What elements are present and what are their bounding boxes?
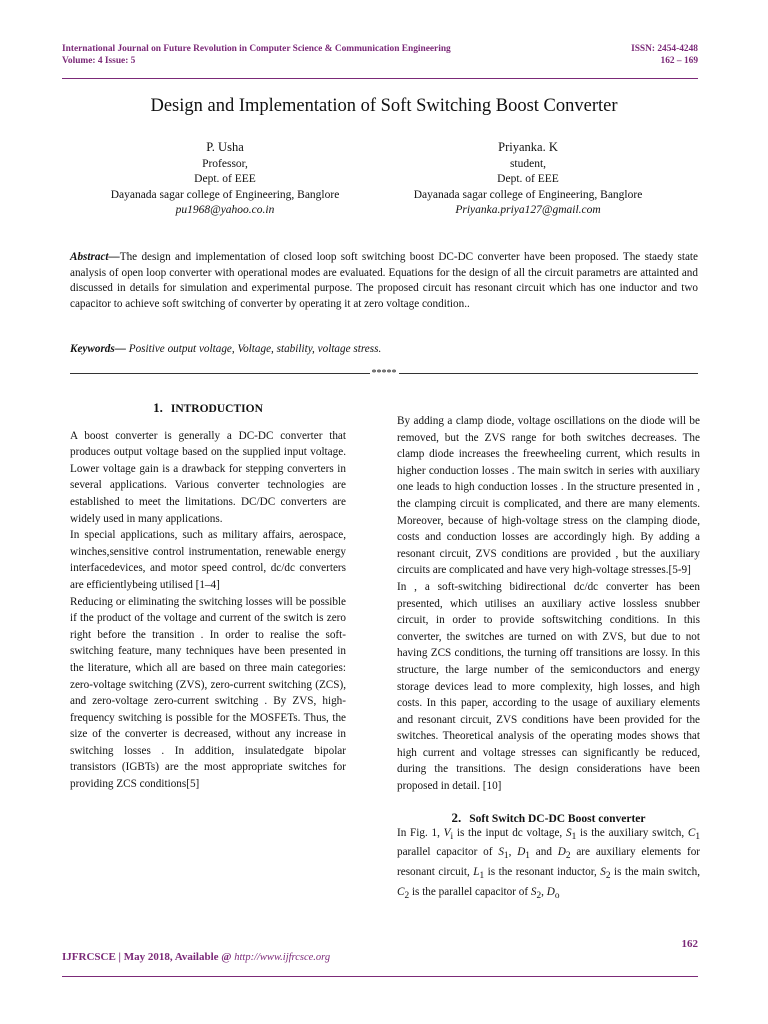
- text-run: ,: [541, 885, 547, 898]
- symbol: V: [443, 826, 451, 839]
- abstract: [70, 250, 698, 312]
- text-run: are auxiliary elements for resonant circuit,: [397, 846, 701, 878]
- subscript: 2: [404, 890, 410, 901]
- text-run: In Fig. 1,: [397, 826, 444, 839]
- author-dept: Dept. of EEE: [497, 173, 559, 185]
- text-run: is the auxiliary switch,: [576, 826, 688, 839]
- paragraph: In , a soft-switching bidirectional dc/dc converter has been presented, which utilises an auxiliary active lossless snubber circuit, in order to provide softswitching conditions. In this converter, the switches are turned on with ZVS, but due to not having ZCS conditions, the turning off transitions are lossy. In this structure, the large number of the semiconductors and energy storage devices lead to more complexity, high losses, and high costs. In this paper, according to the usage of auxiliary elements and resonant circuit, ZVS conditions have been provided for the switches. Theoretical analysis of the operating modes shows that high current and voltage stresses can significantly be reduced, during the transitions. The design considerations have been proposed in detail. [10]: [397, 580, 700, 793]
- section-heading: [397, 811, 700, 826]
- symbol: S: [530, 885, 537, 898]
- keywords: [70, 343, 698, 355]
- journal-name: International Journal on Future Revolution in Computer Science & Communication Engineering: [62, 44, 451, 54]
- author-college: Dayanada sagar college of Engineering, Banglore: [413, 188, 643, 201]
- author-email[interactable]: pu1968@yahoo.co.in: [175, 204, 275, 216]
- text-run: ,: [508, 846, 518, 859]
- paragraph: Reducing or eliminating the switching losses will be possible if the product of the voltage and current of the switch is zero right before the transition . In order to realise the soft-switching feature, many techniques have been presented in the literature, which all are based on three main categories: zero-voltage switching (ZVS), zero-current switching (ZCS), and zero-voltage zero-current switching . By ZVS, high-frequency switching is possible for the MOSFETs. Thus, the size of the converter is decreased, without any increase in switching losses . In addition, insulatedgate bipolar transistors (IGBTs) are the most appropriate switches for providing ZCS conditions[5]: [70, 595, 346, 791]
- section-title: Soft Switch DC-DC Boost converter: [469, 812, 646, 825]
- author-block: [400, 140, 656, 219]
- symbol: S: [565, 826, 572, 839]
- symbol: D: [557, 846, 566, 859]
- symbol: L: [473, 865, 480, 878]
- separator-line: [70, 373, 370, 374]
- keywords-label: Keywords—: [70, 343, 126, 355]
- text-run: is the input dc voltage,: [453, 826, 566, 839]
- symbol: S: [498, 846, 504, 859]
- separator-stars: *****: [371, 368, 397, 379]
- text-run: is the resonant inductor,: [484, 865, 601, 878]
- left-column: [70, 400, 346, 793]
- subscript: 1: [571, 831, 577, 842]
- text-run: is the main switch,: [610, 865, 700, 878]
- section-title: INTRODUCTION: [170, 403, 263, 415]
- subscript: o: [554, 890, 560, 901]
- paragraph: By adding a clamp diode, voltage oscillations on the diode will be removed, but the ZVS range for both switches decreases. The clamp diode increases the freewheeling current, which results in higher conduction losses . The main switch in series with auxiliary one leads to high conduction losses . In the structure presented in , the clamping circuit is complicated, and there are many elements. Moreover, because of high-voltage stress on the clamping diode, costs and conduction losses are accordingly high. By adding a resonant circuit, ZVS conditions are provided , but the auxiliary circuits are complicated and have very high-voltage stresses.[5-9]: [397, 415, 700, 577]
- subscript: 2: [605, 871, 611, 882]
- author-dept: Dept. of EEE: [194, 173, 256, 185]
- symbol: D: [517, 846, 526, 859]
- subscript: 2: [565, 851, 571, 862]
- author-block: [90, 140, 360, 219]
- section-number: 2.: [451, 809, 462, 825]
- text-run: and: [529, 846, 558, 859]
- author-college: Dayanada sagar college of Engineering, Banglore: [110, 188, 340, 201]
- separator-line: [399, 373, 699, 374]
- keywords-text: Positive output voltage, Voltage, stability, voltage stress.: [125, 343, 382, 355]
- journal-volume: Volume: 4 Issue: 5: [62, 56, 136, 66]
- author-email[interactable]: Priyanka.priya127@gmail.com: [455, 204, 601, 216]
- paragraph: A boost converter is generally a DC-DC converter that produces output voltage based on the supplied input voltage. Lower voltage gain is a drawback for stepping converters in several applications. Various converter technologies are established to meet the limitations. DC/DC converters are widely used in many applications.: [70, 429, 346, 525]
- author-role: student,: [509, 157, 547, 170]
- subscript: 1: [695, 831, 700, 842]
- right-column: [397, 413, 700, 904]
- text-run: is the parallel capacitor of: [409, 885, 531, 898]
- subscript: 1: [503, 851, 509, 862]
- footer: [62, 951, 330, 963]
- abstract-label: Abstract—: [70, 251, 120, 263]
- subscript: 1: [479, 871, 485, 882]
- author-name: Priyanka. K: [498, 140, 558, 154]
- page-number: 162: [681, 938, 698, 950]
- footer-divider: [62, 976, 698, 977]
- footer-brand: IJFRCSCE | May 2018, Available @: [62, 951, 235, 963]
- abstract-text: The design and implementation of closed loop soft switching boost DC-DC converter have been proposed. The staedy state analysis of open loop converter with operational modes are evaluated. Equations for the design of all the circuit parametrs are attainted and discussed in details for simulation and experimental purpose. The proposed circuit has resonant circuit which has one inductor and two capacitor to achieve soft switching of converter by operating it at zero voltage condition..: [70, 251, 698, 310]
- subscript: i: [450, 831, 454, 842]
- text-run: parallel capacitor of: [397, 846, 499, 859]
- symbol: D: [546, 885, 555, 898]
- symbol: C: [397, 885, 405, 898]
- paragraph: In special applications, such as military affairs, aerospace, winches,sensitive control instrumentation, renewable energy interfacedevices, and motor speed control, dc/dc converters are efficientlybeing utilised [1–4]: [70, 529, 346, 591]
- subscript: 1: [525, 851, 530, 862]
- author-name: P. Usha: [206, 140, 244, 154]
- abstract-separator: [70, 368, 698, 379]
- section-heading: [70, 400, 346, 418]
- symbol: S: [600, 865, 606, 878]
- journal-meta: [631, 43, 698, 67]
- footer-url-link[interactable]: http://www.ijfrcsce.org: [234, 952, 331, 963]
- paragraph: [397, 826, 700, 905]
- journal-pages: 162 – 169: [660, 56, 698, 66]
- paper-title: Design and Implementation of Soft Switching Boost Converter: [150, 96, 618, 116]
- subscript: 2: [536, 890, 542, 901]
- author-role: Professor,: [202, 157, 248, 170]
- symbol: C: [687, 826, 696, 839]
- journal-issn: ISSN: 2454-4248: [631, 44, 698, 54]
- journal-header: [62, 43, 451, 67]
- section-number: 1.: [153, 400, 163, 415]
- header-divider: [62, 78, 698, 79]
